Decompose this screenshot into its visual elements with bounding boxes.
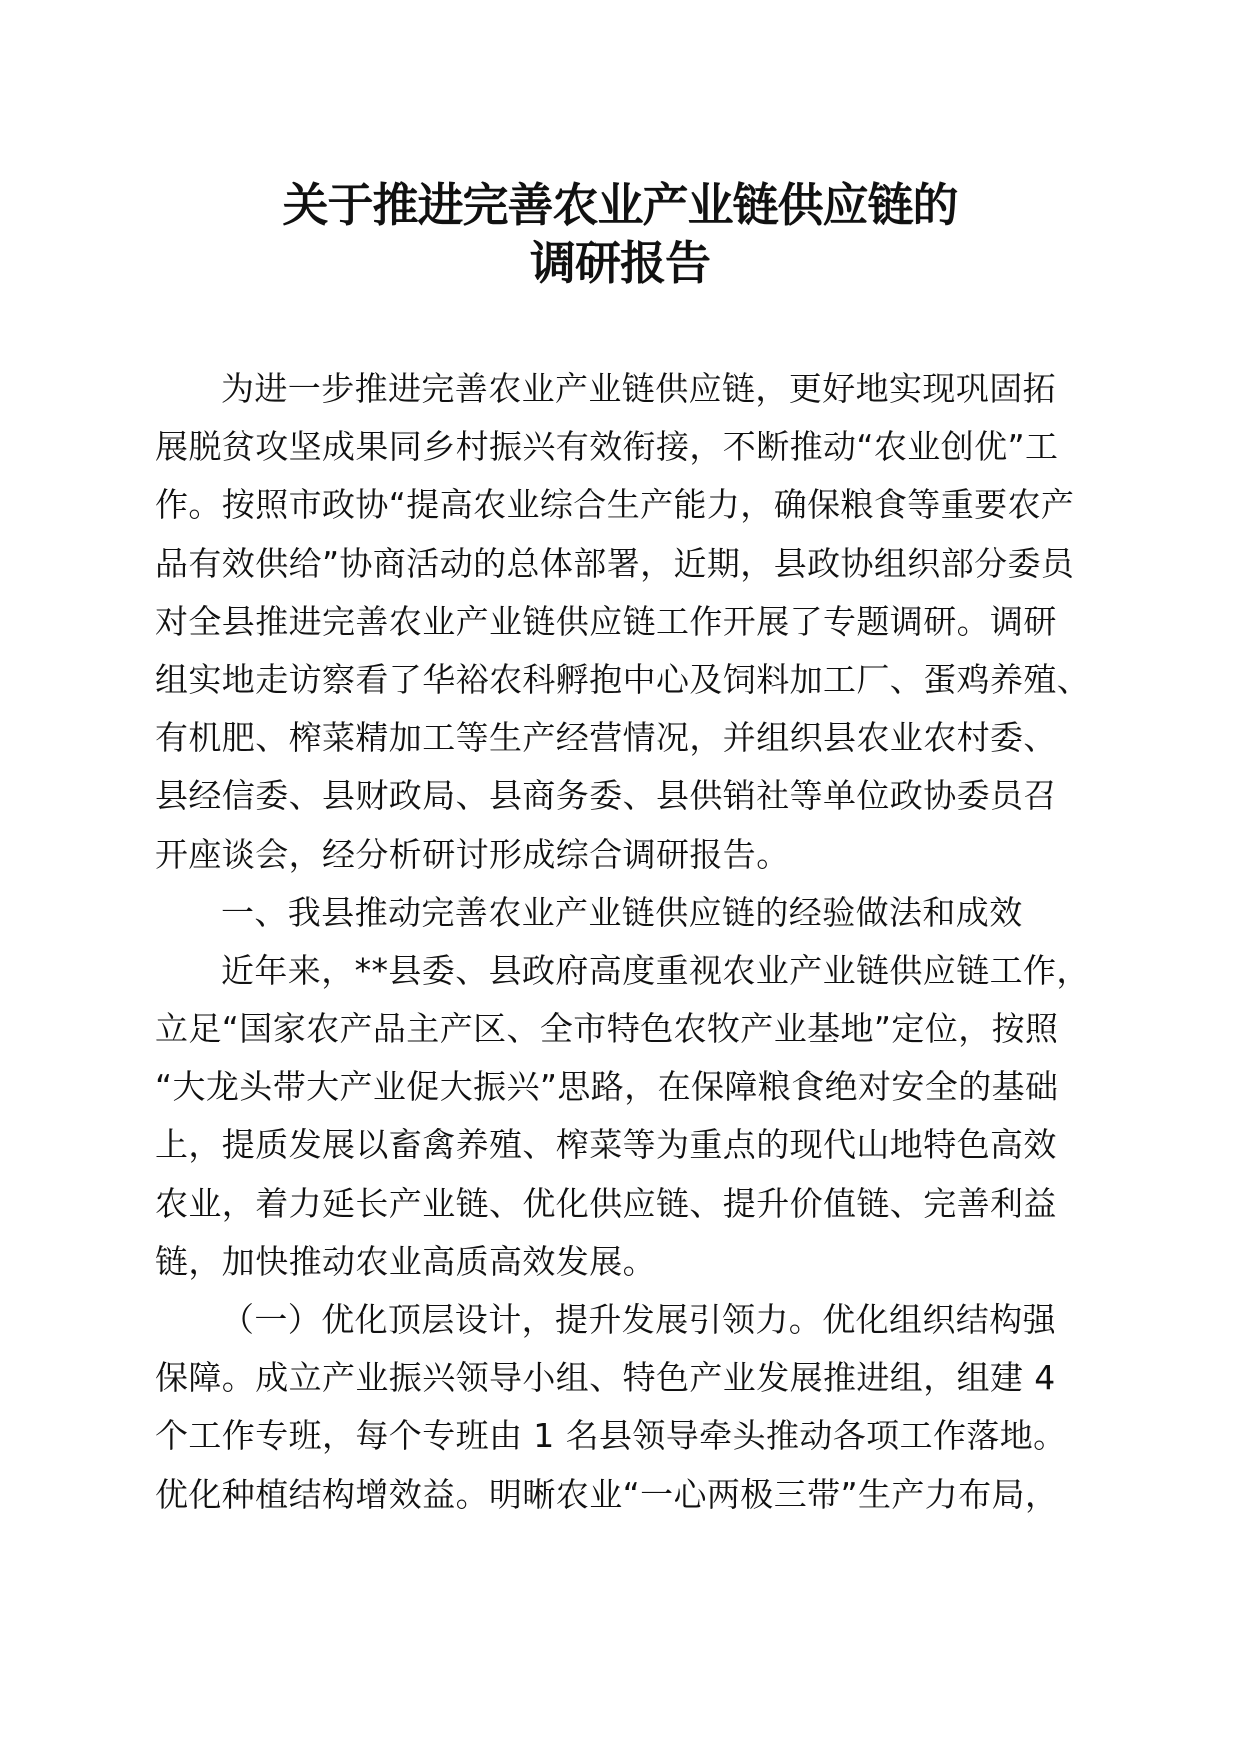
paragraph-line: 县经信委、县财政局、县商务委、县供销社等单位政协委员召 <box>155 776 1057 816</box>
document-title <box>0 176 1240 292</box>
paragraph-line: 立足“国家农产品主产区、全市特色农牧产业基地”定位，按照 <box>155 1009 1059 1049</box>
paragraph-line: 有机肥、榨菜精加工等生产经营情况，并组织县农业农村委、 <box>155 718 1057 758</box>
paragraph-line: 优化种植结构增效益。明晰农业“一心两极三带”生产力布局， <box>155 1474 1059 1514</box>
paragraph-line: 展脱贫攻坚成果同乡村振兴有效衔接，不断推动“农业创优”工 <box>155 427 1059 467</box>
paragraph-line: 对全县推进完善农业产业链供应链工作开展了专题调研。调研 <box>155 601 1057 641</box>
document-body <box>155 360 1090 1524</box>
paragraph-line: 个工作专班，每个专班由 1 名县领导牵头推动各项工作落地。 <box>155 1416 1067 1456</box>
subsection-line: （一）优化顶层设计，提升发展引领力。优化组织结构强 <box>221 1300 1056 1339</box>
paragraph-line: “大龙头带大产业促大振兴”思路，在保障粮食绝对安全的基础 <box>155 1067 1059 1107</box>
paragraph-line: 农业，着力延长产业链、优化供应链、提升价值链、完善利益 <box>155 1183 1057 1223</box>
title-line-1: 关于推进完善农业产业链供应链的 <box>282 178 958 232</box>
paragraph-line: 组实地走访察看了华裕农科孵抱中心及饲料加工厂、蛋鸡养殖、 <box>155 659 1091 699</box>
section-heading: 一、我县推动完善农业产业链供应链的经验做法和成效 <box>221 892 1023 932</box>
title-line-2: 调研报告 <box>530 236 710 290</box>
paragraph-line: 上，提质发展以畜禽养殖、榨菜等为重点的现代山地特色高效 <box>155 1125 1057 1165</box>
paragraph-line: 链，加快推动农业高质高效发展。 <box>155 1241 656 1281</box>
paragraph-line: 作。按照市政协“提高农业综合生产能力，确保粮食等重要农产 <box>155 485 1075 525</box>
paragraph-line: 为进一步推进完善农业产业链供应链，更好地实现巩固拓 <box>221 369 1056 408</box>
paragraph-line: 品有效供给”协商活动的总体部署，近期，县政协组织部分委员 <box>155 543 1075 583</box>
paragraph-line: 近年来，**县委、县政府高度重视农业产业链供应链工作， <box>221 950 1090 990</box>
paragraph-line: 开座谈会，经分析研讨形成综合调研报告。 <box>155 834 790 874</box>
paragraph-line: 保障。成立产业振兴领导小组、特色产业发展推进组，组建 4 <box>155 1358 1056 1398</box>
